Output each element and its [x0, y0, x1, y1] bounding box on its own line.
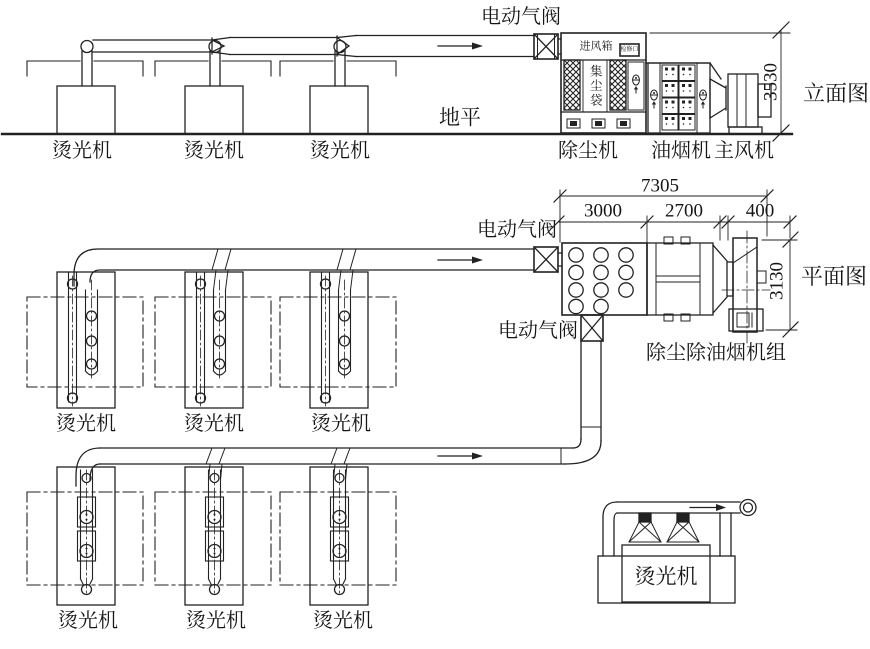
flow-arrowhead	[472, 43, 483, 50]
elevation-height-dim-text: 3530	[760, 63, 782, 101]
dust-bag-label: 集尘袋	[588, 64, 603, 108]
elevation-machine-label-3: 烫光机	[310, 140, 370, 162]
plan-machine	[155, 467, 271, 605]
plan-machines-row1	[27, 272, 396, 408]
bag-ports	[569, 248, 633, 314]
elevation-duct	[93, 36, 534, 57]
plan-view	[27, 190, 798, 605]
plan-machine	[27, 467, 143, 605]
plan-machine	[155, 272, 271, 408]
plan-row2-machine-label-3: 烫光机	[313, 610, 373, 632]
suction-hoods	[629, 513, 699, 542]
filter-cells	[662, 65, 695, 130]
plan-row2-machine-label-1: 烫光机	[58, 610, 118, 632]
detail-machine-label: 烫光机	[634, 564, 698, 589]
elevation-valve-symbol	[534, 34, 561, 59]
plan-row1-machine-label-3: 烫光机	[311, 413, 371, 435]
plan-upper-duct	[74, 249, 534, 290]
plan-valve-bottom-label: 电动气阀	[498, 320, 578, 342]
elevation-view	[2, 22, 792, 141]
plan-machine	[27, 272, 143, 408]
main-fan-plan	[713, 231, 770, 346]
ground-label: 地平	[439, 105, 481, 130]
oil-fume-plan	[647, 237, 713, 321]
elevation-view-title: 立面图	[802, 81, 870, 106]
plan-valve-top-label: 电动气阀	[477, 219, 557, 241]
plan-valve-top-symbol	[534, 247, 562, 272]
elevation-machine-label-1: 烫光机	[52, 140, 112, 162]
unit-group-label: 除尘除油烟机组	[646, 342, 786, 364]
plan-row1-machine-label-2: 烫光机	[184, 413, 244, 435]
collector-feet	[567, 119, 630, 128]
inlet-box-label: 进风箱	[579, 40, 613, 53]
collector-door	[628, 62, 644, 110]
dust-collector-label: 除尘机	[558, 140, 618, 162]
plan-row2-machine-label-2: 烫光机	[186, 610, 246, 632]
elevation-valve-label: 电动气阀	[481, 6, 561, 28]
plan-machines-row2	[27, 467, 396, 605]
dim-segment-3: 400	[745, 200, 775, 222]
plan-depth-dim-text: 3130	[766, 262, 788, 300]
dim-segment-1: 3000	[584, 200, 622, 222]
plan-machine	[280, 467, 396, 605]
access-port-label: 检修口	[620, 47, 639, 53]
dim-segment-2: 2700	[665, 200, 703, 222]
plan-view-title: 平面图	[800, 264, 868, 289]
dust-collector-plan	[562, 243, 647, 315]
main-fan-label: 主风机	[714, 140, 774, 162]
elevation-machine-label-2: 烫光机	[184, 140, 244, 162]
oil-fume-label: 油烟机	[651, 140, 711, 162]
plan-row1-machine-label-1: 烫光机	[56, 413, 116, 435]
plan-machine	[280, 272, 396, 408]
dim-total: 7305	[641, 175, 679, 197]
